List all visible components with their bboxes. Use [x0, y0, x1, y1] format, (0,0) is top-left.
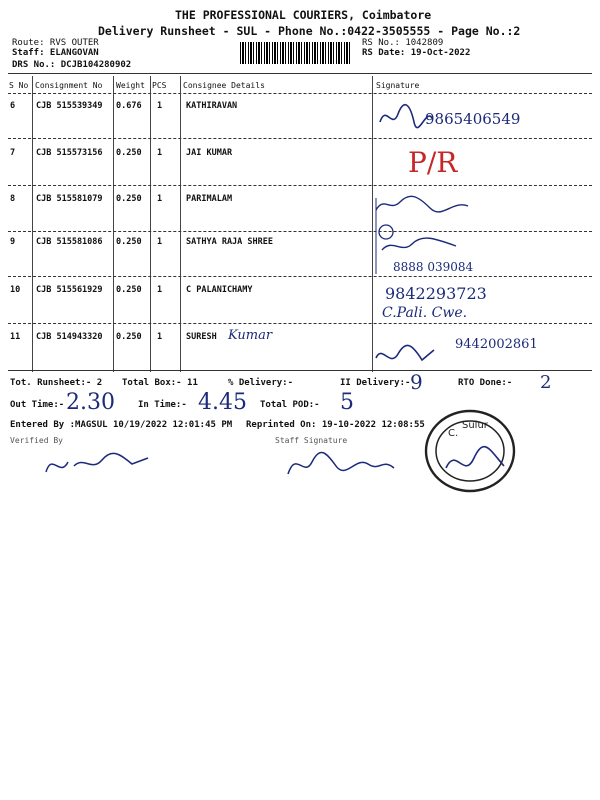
in-time-label: In Time:- — [138, 400, 187, 410]
rs-date: RS Date: 19-Oct-2022 — [362, 48, 471, 58]
stamp-text: Sulur — [462, 420, 488, 431]
table-row-consignment: CJB 515561929 — [36, 285, 103, 295]
table-top-rule — [8, 73, 592, 74]
row-rule — [8, 276, 592, 277]
row-rule — [8, 138, 592, 139]
header-rule — [8, 93, 592, 94]
verified-signature — [40, 446, 160, 482]
reprinted-on: Reprinted On: 19-10-2022 12:08:55 — [246, 420, 425, 430]
signature-row11 — [372, 340, 442, 370]
rto-done: RTO Done:- — [458, 378, 513, 388]
col-weight: Weight — [116, 81, 145, 90]
total-runsheet: Tot. Runsheet:- 2 — [10, 378, 103, 388]
table-row-pcs: 1 — [157, 194, 163, 204]
total-box: Total Box:- 11 — [122, 378, 198, 388]
row10-handwritten-name: C.Pali. Cwe. — [382, 305, 468, 321]
col-consignment: Consignment No — [35, 81, 103, 90]
table-row-sno: 11 — [10, 332, 21, 342]
stamp-prefix: C. — [448, 428, 459, 439]
row-rule — [8, 323, 592, 324]
staff: Staff: ELANGOVAN — [12, 48, 99, 58]
table-row-consignee: SATHYA RAJA SHREE — [186, 237, 273, 247]
table-row-weight: 0.250 — [116, 148, 142, 158]
col-sno: S No — [9, 81, 29, 90]
table-row-consignee: SURESH — [186, 332, 217, 342]
staff-signature — [282, 444, 402, 484]
row7-pr-mark: P/R — [408, 146, 458, 179]
sulur-stamp — [420, 406, 520, 496]
col-pcs: PCS — [152, 81, 167, 90]
table-row-pcs: 1 — [157, 101, 163, 111]
entered-by: Entered By :MAGSUL 10/19/2022 12:01:45 PM — [10, 420, 233, 430]
company-title: THE PROFESSIONAL COURIERS, Coimbatore — [175, 8, 432, 22]
table-row-consignee: PARIMALAM — [186, 194, 233, 204]
barcode — [240, 42, 350, 64]
table-row-pcs: 1 — [157, 148, 163, 158]
runsheet-subtitle: Delivery Runsheet - SUL - Phone No.:0422-3505555 - Page No.:2 — [98, 24, 521, 38]
delivery-count-handwritten: 9 — [410, 370, 423, 394]
table-row-consignment: CJB 515539349 — [36, 101, 103, 111]
table-row-consignment: CJB 515581086 — [36, 237, 103, 247]
table-row-consignee: KATHIRAVAN — [186, 101, 238, 111]
table-row-weight: 0.250 — [116, 237, 142, 247]
col-sep — [150, 76, 151, 372]
col-sep — [180, 76, 181, 372]
col-consignee: Consignee Details — [183, 81, 265, 90]
ii-delivery: II Delivery:- — [340, 378, 411, 388]
table-row-pcs: 1 — [157, 285, 163, 295]
total-pod-value: 5 — [340, 390, 354, 415]
out-time-value: 2.30 — [66, 390, 115, 415]
total-pod-label: Total POD:- — [260, 400, 320, 410]
table-row-pcs: 1 — [157, 237, 163, 247]
table-row-weight: 0.676 — [116, 101, 142, 111]
col-sep — [113, 76, 114, 372]
route: Route: RVS OUTER — [12, 38, 99, 48]
table-row-consignment: CJB 515581079 — [36, 194, 103, 204]
table-row-sno: 10 — [10, 285, 21, 295]
staff-signature-label: Staff Signature — [275, 436, 348, 445]
col-signature: Signature — [376, 81, 420, 90]
table-row-weight: 0.250 — [116, 194, 142, 204]
table-bottom-rule — [8, 370, 592, 371]
table-row-sno: 7 — [10, 148, 16, 158]
table-row-consignee: JAI KUMAR — [186, 148, 233, 158]
drs-number: DRS No.: DCJB104280902 — [12, 60, 132, 70]
table-row-sno: 8 — [10, 194, 16, 204]
row9-handwritten-phone: 8888 039084 — [393, 260, 474, 274]
out-time-label: Out Time:- — [10, 400, 65, 410]
table-row-consignment: CJB 514943320 — [36, 332, 103, 342]
row-rule — [8, 185, 592, 186]
row-rule — [8, 231, 592, 232]
row11-handwritten-kumar: Kumar — [228, 328, 273, 343]
in-time-value: 4.45 — [198, 390, 247, 415]
table-row-consignee: C PALANICHAMY — [186, 285, 253, 295]
table-row-sno: 6 — [10, 101, 16, 111]
col-sep — [32, 76, 33, 372]
table-row-consignment: CJB 515573156 — [36, 148, 103, 158]
table-row-sno: 9 — [10, 237, 16, 247]
row6-handwritten-phone: 9865406549 — [425, 110, 521, 128]
table-row-weight: 0.250 — [116, 332, 142, 342]
percent-delivery: % Delivery:- — [228, 378, 294, 388]
row10-handwritten-phone: 9842293723 — [385, 284, 487, 303]
table-row-weight: 0.250 — [116, 285, 142, 295]
verified-by-label: Verified By — [10, 436, 63, 445]
table-row-pcs: 1 — [157, 332, 163, 342]
row11-handwritten-phone: 9442002861 — [455, 337, 538, 352]
rs-number: RS No.: 1042809 — [362, 38, 444, 48]
rto-count-handwritten: 2 — [540, 372, 552, 393]
